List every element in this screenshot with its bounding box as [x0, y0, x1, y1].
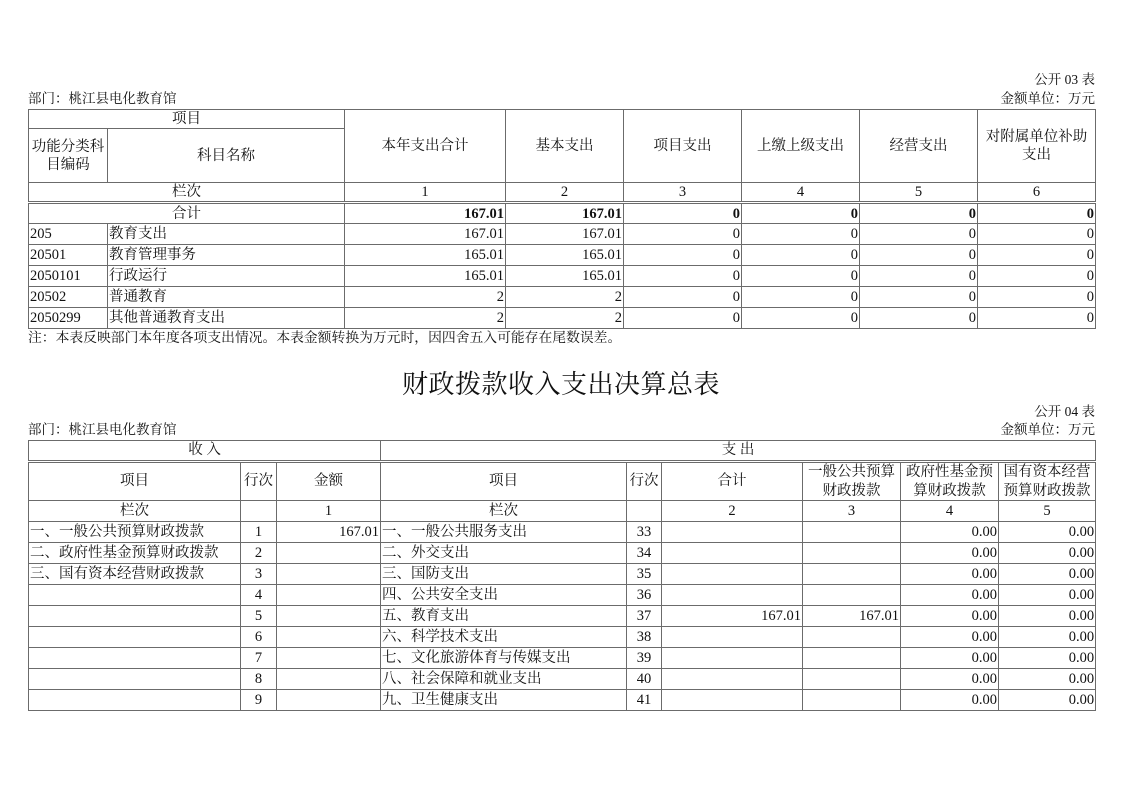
income-item-cell [29, 648, 241, 669]
subject-name-header: 科目名称 [108, 129, 345, 183]
table1-row [29, 266, 1096, 287]
amount-cell: 0 [742, 245, 860, 266]
amount-cell: 2 [506, 287, 624, 308]
amount-cell: 2 [506, 308, 624, 329]
income-index-label: 栏次 [29, 501, 241, 522]
state-capital-budget-cell: 0.00 [999, 543, 1096, 564]
table1-row [29, 287, 1096, 308]
remit-to-superior-header: 上缴上级支出 [742, 110, 860, 183]
amount-cell: 0 [624, 308, 742, 329]
expense-total-cell [662, 522, 803, 543]
general-budget-cell: 167.01 [803, 606, 901, 627]
table2-row [29, 690, 1096, 711]
item-group-header: 项目 [29, 110, 345, 129]
table2-header-row [29, 462, 1096, 501]
expense-total-cell: 167.01 [662, 606, 803, 627]
income-item-cell: 一、一般公共预算财政拨款 [29, 522, 241, 543]
general-budget-cell [803, 543, 901, 564]
table2-row [29, 543, 1096, 564]
expense-line-number-cell: 34 [627, 543, 662, 564]
income-line-number-cell: 6 [241, 627, 277, 648]
table2-form-number: 公开 04 表 [1034, 404, 1095, 419]
table2-amount-unit: 金额单位：万元 [1000, 422, 1095, 437]
state-capital-budget-label: 国有资本经营预算财政拨款 [1003, 464, 1091, 499]
income-line-number-cell: 4 [241, 585, 277, 606]
gov-fund-budget-cell: 0.00 [901, 585, 999, 606]
total-amount-cell: 167.01 [506, 203, 624, 224]
income-line-number-cell: 5 [241, 606, 277, 627]
subject-name-cell: 其他普通教育支出 [108, 308, 345, 329]
table2-row [29, 606, 1096, 627]
amount-cell: 0 [624, 287, 742, 308]
state-capital-budget-cell: 0.00 [999, 690, 1096, 711]
expense-total-index: 2 [662, 501, 803, 522]
table2-row [29, 648, 1096, 669]
income-amount-cell [277, 543, 381, 564]
table1-row [29, 224, 1096, 245]
general-budget-cell [803, 564, 901, 585]
general-budget-cell [803, 690, 901, 711]
subject-code-cell: 205 [29, 224, 108, 245]
amount-cell: 0 [624, 245, 742, 266]
amount-cell: 0 [978, 287, 1096, 308]
basic-expenditure-header: 基本支出 [506, 110, 624, 183]
general-budget-cell [803, 648, 901, 669]
amount-cell: 165.01 [506, 266, 624, 287]
income-line-number-cell: 3 [241, 564, 277, 585]
income-amount-cell [277, 627, 381, 648]
income-amount-cell [277, 585, 381, 606]
table2-section-row [29, 441, 1096, 462]
gov-fund-budget-label: 政府性基金预算财政拨款 [906, 464, 994, 499]
income-line-number-cell: 2 [241, 543, 277, 564]
state-capital-budget-cell: 0.00 [999, 585, 1096, 606]
expense-total-cell [662, 564, 803, 585]
table1-footnote: 注：本表反映部门本年度各项支出情况。本表金额转换为万元时，因四舍五入可能存在尾数误差。 [28, 330, 622, 345]
amount-cell: 2 [345, 287, 506, 308]
gov-fund-budget-cell: 0.00 [901, 543, 999, 564]
gov-fund-budget-cell: 0.00 [901, 627, 999, 648]
business-expenditure-header: 经营支出 [860, 110, 978, 183]
amount-cell: 165.01 [506, 245, 624, 266]
total-amount-cell: 0 [624, 203, 742, 224]
state-capital-budget-cell: 0.00 [999, 564, 1096, 585]
expense-item-cell: 八、社会保障和就业支出 [381, 669, 627, 690]
state-capital-budget-cell: 0.00 [999, 669, 1096, 690]
table2-row [29, 585, 1096, 606]
table2-row [29, 522, 1096, 543]
table2-row [29, 627, 1096, 648]
table1-header-row [29, 110, 1096, 129]
expense-index-label: 栏次 [381, 501, 627, 522]
subject-code-cell: 20501 [29, 245, 108, 266]
total-amount-cell: 0 [742, 203, 860, 224]
expense-total-cell [662, 543, 803, 564]
column-index-label: 栏次 [29, 183, 345, 203]
income-section-header: 收 入 [29, 441, 381, 462]
project-expenditure-header: 项目支出 [624, 110, 742, 183]
table2-department: 部门：桃江县电化教育馆 [28, 422, 177, 437]
income-amount-cell: 167.01 [277, 522, 381, 543]
gov-fund-budget-cell: 0.00 [901, 690, 999, 711]
expense-line-number-cell: 36 [627, 585, 662, 606]
state-capital-budget-header [999, 462, 1096, 501]
general-budget-cell [803, 522, 901, 543]
amount-cell: 167.01 [506, 224, 624, 245]
amount-cell: 0 [742, 266, 860, 287]
amount-cell: 0 [978, 245, 1096, 266]
income-line-number-cell: 8 [241, 669, 277, 690]
state-capital-budget-cell: 0.00 [999, 648, 1096, 669]
expense-line-number-cell: 35 [627, 564, 662, 585]
general-budget-label: 一般公共预算财政拨款 [808, 464, 896, 499]
expense-line-number-cell: 41 [627, 690, 662, 711]
income-line-number-cell: 1 [241, 522, 277, 543]
expense-item-cell: 二、外交支出 [381, 543, 627, 564]
general-budget-header [803, 462, 901, 501]
amount-cell: 0 [860, 287, 978, 308]
gov-fund-budget-header [901, 462, 999, 501]
income-amount-cell [277, 648, 381, 669]
subject-code-cell: 2050299 [29, 308, 108, 329]
subject-code-cell: 2050101 [29, 266, 108, 287]
table2-row [29, 669, 1096, 690]
income-line-header: 行次 [241, 462, 277, 501]
expense-line-number-cell: 40 [627, 669, 662, 690]
amount-cell: 0 [624, 224, 742, 245]
subject-code-label: 功能分类科目编码 [31, 138, 105, 173]
gov-fund-budget-cell: 0.00 [901, 522, 999, 543]
subject-code-cell: 20502 [29, 287, 108, 308]
amount-cell: 0 [860, 308, 978, 329]
general-budget-cell [803, 669, 901, 690]
expense-line-number-cell: 38 [627, 627, 662, 648]
expense-line-number-cell: 37 [627, 606, 662, 627]
expense-total-cell [662, 627, 803, 648]
total-amount-cell: 0 [860, 203, 978, 224]
general-budget-cell [803, 585, 901, 606]
expense-line-number-cell: 33 [627, 522, 662, 543]
expense-item-cell: 六、科学技术支出 [381, 627, 627, 648]
amount-cell: 165.01 [345, 266, 506, 287]
amount-cell: 0 [978, 224, 1096, 245]
expense-section-header: 支 出 [381, 441, 1096, 462]
subsidiary-subsidy-header [978, 110, 1096, 183]
appropriation-summary-table [28, 440, 1096, 711]
column-index: 5 [860, 183, 978, 203]
state-capital-budget-cell: 0.00 [999, 606, 1096, 627]
table2-row [29, 564, 1096, 585]
income-amount-header: 金额 [277, 462, 381, 501]
expense-item-header: 项目 [381, 462, 627, 501]
column-index: 3 [624, 183, 742, 203]
table1-amount-unit: 金额单位：万元 [1000, 91, 1095, 106]
expense-line-index-cell [627, 501, 662, 522]
amount-cell: 0 [978, 308, 1096, 329]
amount-cell: 2 [345, 308, 506, 329]
gov-fund-budget-cell: 0.00 [901, 564, 999, 585]
table1-row [29, 308, 1096, 329]
expense-total-cell [662, 648, 803, 669]
table1-total-row [29, 203, 1096, 224]
income-line-number-cell: 9 [241, 690, 277, 711]
subject-name-cell: 教育管理事务 [108, 245, 345, 266]
expense-item-cell: 九、卫生健康支出 [381, 690, 627, 711]
table1-row [29, 245, 1096, 266]
table1-department: 部门：桃江县电化教育馆 [28, 91, 177, 106]
gov-fund-budget-cell: 0.00 [901, 606, 999, 627]
income-amount-index: 1 [277, 501, 381, 522]
subject-name-cell: 普通教育 [108, 287, 345, 308]
table1-index-row [29, 183, 1096, 203]
income-item-cell [29, 669, 241, 690]
income-line-number-cell: 7 [241, 648, 277, 669]
amount-cell: 0 [978, 266, 1096, 287]
subject-code-header [29, 129, 108, 183]
income-item-cell: 二、政府性基金预算财政拨款 [29, 543, 241, 564]
column-index: 4 [742, 183, 860, 203]
state-capital-budget-cell: 0.00 [999, 522, 1096, 543]
expense-total-header: 合计 [662, 462, 803, 501]
column-index: 2 [506, 183, 624, 203]
gov-fund-budget-index: 4 [901, 501, 999, 522]
general-budget-index: 3 [803, 501, 901, 522]
subject-name-cell: 行政运行 [108, 266, 345, 287]
expense-item-cell: 七、文化旅游体育与传媒支出 [381, 648, 627, 669]
gov-fund-budget-cell: 0.00 [901, 648, 999, 669]
expense-total-cell [662, 690, 803, 711]
gov-fund-budget-cell: 0.00 [901, 669, 999, 690]
amount-cell: 0 [860, 224, 978, 245]
total-amount-cell: 0 [978, 203, 1096, 224]
expense-line-header: 行次 [627, 462, 662, 501]
expense-item-cell: 一、一般公共服务支出 [381, 522, 627, 543]
table2-index-row [29, 501, 1096, 522]
income-amount-cell [277, 690, 381, 711]
total-expenditure-header: 本年支出合计 [345, 110, 506, 183]
amount-cell: 167.01 [345, 224, 506, 245]
amount-cell: 165.01 [345, 245, 506, 266]
total-amount-cell: 167.01 [345, 203, 506, 224]
column-index: 6 [978, 183, 1096, 203]
column-index: 1 [345, 183, 506, 203]
income-amount-cell [277, 606, 381, 627]
income-item-cell [29, 690, 241, 711]
expense-total-cell [662, 585, 803, 606]
total-label: 合计 [29, 203, 345, 224]
expense-line-number-cell: 39 [627, 648, 662, 669]
report-title: 财政拨款收入支出决算总表 [401, 370, 720, 399]
expense-item-cell: 三、国防支出 [381, 564, 627, 585]
expense-total-cell [662, 669, 803, 690]
table1-form-number: 公开 03 表 [1034, 72, 1095, 87]
general-budget-cell [803, 627, 901, 648]
state-capital-budget-index: 5 [999, 501, 1096, 522]
income-amount-cell [277, 669, 381, 690]
expense-item-cell: 五、教育支出 [381, 606, 627, 627]
expense-item-cell: 四、公共安全支出 [381, 585, 627, 606]
subject-name-cell: 教育支出 [108, 224, 345, 245]
income-item-cell: 三、国有资本经营财政拨款 [29, 564, 241, 585]
income-amount-cell [277, 564, 381, 585]
amount-cell: 0 [742, 224, 860, 245]
expenditure-table [28, 109, 1096, 329]
amount-cell: 0 [742, 308, 860, 329]
income-item-cell [29, 627, 241, 648]
amount-cell: 0 [860, 266, 978, 287]
amount-cell: 0 [624, 266, 742, 287]
income-item-header: 项目 [29, 462, 241, 501]
state-capital-budget-cell: 0.00 [999, 627, 1096, 648]
subsidiary-subsidy-label: 对附属单位补助支出 [985, 128, 1088, 164]
income-line-index-cell [241, 501, 277, 522]
income-item-cell [29, 606, 241, 627]
amount-cell: 0 [742, 287, 860, 308]
amount-cell: 0 [860, 245, 978, 266]
income-item-cell [29, 585, 241, 606]
